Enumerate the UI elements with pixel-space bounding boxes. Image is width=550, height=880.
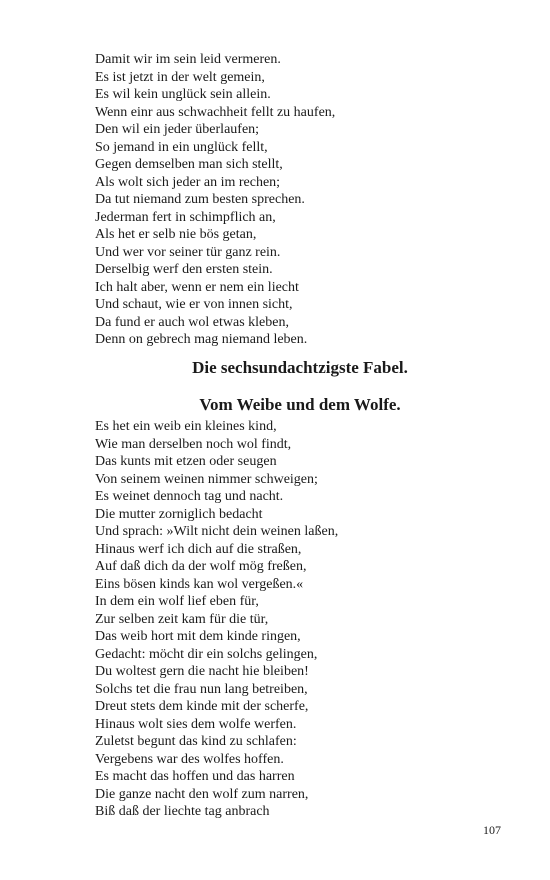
poem-line: Es weinet dennoch tag und nacht. [95, 489, 284, 504]
poem-line: Eins bösen kinds kan wol vergeßen.« [95, 576, 304, 592]
poem-line: Es het ein weib ein kleines kind, [95, 419, 277, 434]
poem-line: Das kunts mit etzen oder seugen [95, 454, 277, 469]
poem-line: Auf daß dich da der wolf mög freßen, [95, 559, 307, 574]
poem-line: Wie man derselben noch wol findt, [95, 436, 292, 452]
poem-line: Zur selben zeit kam für die tür, [95, 611, 269, 627]
poem-line: Die ganze nacht den wolf zum narren, [95, 786, 309, 802]
poem-stanza-continued [95, 51, 335, 349]
poem-line: Gedacht: möcht dir ein solchs gelingen, [95, 646, 318, 662]
poem-line: Ich halt aber, wenn er nem ein liecht [95, 279, 299, 295]
poem-line: Hinaus wolt sies dem wolfe werfen. [95, 716, 297, 732]
poem-line: Du woltest gern die nacht hie bleiben! [95, 664, 309, 679]
poem-line: Da tut niemand zum besten sprechen. [95, 192, 305, 207]
poem-line: Denn on gebrech mag niemand leben. [95, 332, 308, 347]
poem-line: Dreut stets dem kinde mit der scherfe, [95, 699, 309, 714]
poem-line: Wenn einr aus schwachheit fellt zu haufen, [95, 104, 336, 120]
poem-line: Und sprach: »Wilt nicht dein weinen laßen, [95, 524, 339, 539]
poem-line: Und wer vor seiner tür ganz rein. [95, 244, 281, 260]
poem-line: Von seinem weinen nimmer schweigen; [95, 471, 318, 487]
poem-line: Den wil ein jeder überlaufen; [95, 122, 260, 137]
poem-line: Die mutter zorniglich bedacht [95, 506, 263, 522]
poem-line: Hinaus werf ich dich auf die straßen, [95, 541, 302, 557]
poem-line: Als het er selb nie bös getan, [95, 227, 257, 242]
poem-line: Zuletst begunt das kind zu schlafen: [95, 734, 297, 749]
poem-line: Als wolt sich jeder an im rechen; [95, 174, 281, 190]
poem-line: Solchs tet die frau nun lang betreiben, [95, 681, 308, 697]
poem-line: Jederman fert in schimpflich an, [95, 209, 276, 225]
poem-line: Es macht das hoffen und das harren [95, 769, 295, 784]
poem-stanza-fable [95, 418, 338, 821]
page-number: 107 [483, 823, 501, 837]
poem-line: Es ist jetzt in der welt gemein, [95, 69, 265, 85]
poem-line: Und schaut, wie er von innen sicht, [95, 297, 293, 312]
poem-line: Biß daß der liechte tag anbrach [95, 804, 270, 819]
poem-line: Gegen demselben man sich stellt, [95, 157, 283, 172]
poem-line: So jemand in ein unglück fellt, [95, 139, 268, 155]
poem-line: Damit wir im sein leid vermeren. [95, 52, 281, 67]
poem-line: Es wil kein unglück sein allein. [95, 87, 271, 102]
poem-line: Vergebens war des wolfes hoffen. [95, 751, 284, 767]
fable-title: Die sechsundachtzigste Fabel. [192, 358, 408, 377]
poem-line: Das weib hort mit dem kinde ringen, [95, 629, 301, 644]
poem-line: Derselbig werf den ersten stein. [95, 262, 273, 277]
poem-line: In dem ein wolf lief eben für, [95, 594, 259, 609]
poem-line: Da fund er auch wol etwas kleben, [95, 314, 289, 330]
fable-subtitle: Vom Weibe und dem Wolfe. [199, 395, 401, 414]
